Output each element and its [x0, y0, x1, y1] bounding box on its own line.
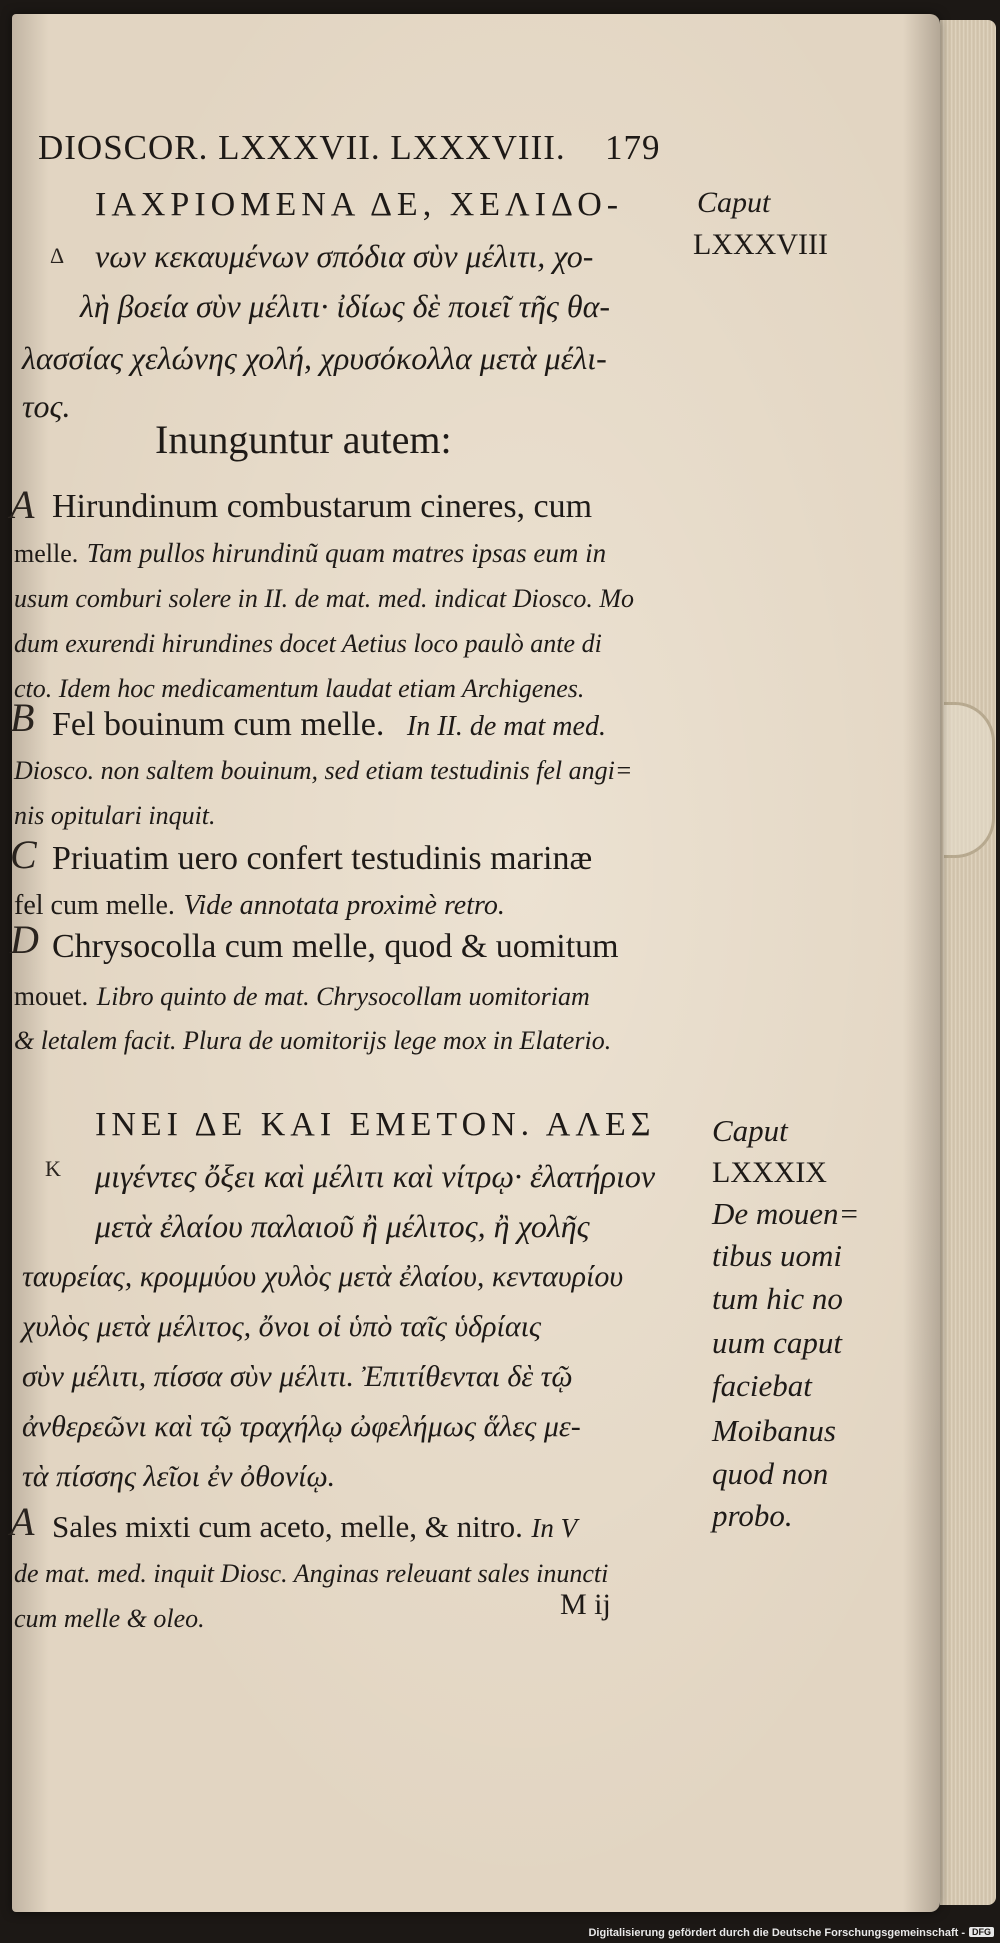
text-line: usum comburi solere in II. de mat. med. indicat Diosco. Mo: [14, 584, 635, 613]
chapter-89-greek-line: ταυρείας, κρομμύου χυλὸς μετὰ ἐλαίου, κενταυρίου: [22, 1260, 624, 1293]
text-line: Diosco. non saltem bouinum, sed etiam testudinis fel angi=: [14, 756, 633, 785]
chapter-88-label-caput: Caput: [697, 186, 771, 219]
text-line: Hirundinum combustarum cineres, cum: [52, 488, 593, 525]
text-line: Chrysocolla cum melle, quod & uomitum: [52, 928, 619, 965]
digitization-credit: Digitalisierung gefördert durch die Deutsche Forschungsgemeinschaft - DFG: [588, 1927, 994, 1939]
chapter-89-greek-line: μιγέντες ὄξει καὶ μέλιτι καὶ νίτρῳ· ἐλατήριον: [95, 1158, 656, 1194]
section-letter-k: K: [45, 1156, 61, 1181]
margin-note-line: faciebat: [712, 1368, 812, 1403]
chapter-89-greek-title: ΙΝΕΙ ΔΕ ΚΑΙ ΕΜΕΤΟΝ. ΑΛΕΣ: [95, 1106, 656, 1143]
chapter-89-greek-line: τὰ πίσσης λεῖοι ἐν ὀθονίῳ.: [22, 1460, 336, 1493]
text-line: Sales mixti cum aceto, melle, & nitro. In V: [52, 1509, 578, 1544]
running-head: DIOSCOR. LXXXVII. LXXXVIII.: [38, 128, 566, 167]
text-line: de mat. med. inquit Diosc. Anginas releuant sales inuncti: [14, 1559, 609, 1588]
text-line: nis opitulari inquit.: [14, 801, 216, 830]
chapter-88-greek-line: νων κεκαυμένων σπόδια σὺν μέλιτι, χο-: [95, 238, 594, 274]
chapter-89-greek-line: χυλὸς μετὰ μέλιτος, ὄνοι οἱ ὑπὸ ταῖς ὑδρίαις: [22, 1310, 542, 1343]
text-line: Fel bouinum cum melle. In II. de mat med.: [52, 706, 606, 743]
text-line: Priuatim uero confert testudinis marinæ: [52, 840, 593, 877]
section-letter-delta: Δ: [50, 243, 65, 268]
chapter-88-label-number: LXXXVIII: [693, 228, 828, 261]
margin-note-line: tibus uomi: [712, 1238, 843, 1273]
margin-note-line: Moibanus: [712, 1413, 836, 1448]
paragraph-mark-d: D: [10, 917, 39, 962]
text-line: dum exurendi hirundines docet Aetius loco paulò ante di: [14, 629, 602, 658]
page-number: 179: [605, 128, 661, 167]
chapter-89-greek-line: σὺν μέλιτι, πίσσα σὺν μέλιτι. Ἐπιτίθενται δὲ τῷ: [22, 1360, 573, 1393]
text-line: cum melle & oleo.: [14, 1604, 205, 1633]
margin-note-line: probo.: [712, 1498, 793, 1533]
section-heading: Inunguntur autem:: [155, 417, 452, 462]
paragraph-mark-a: A: [10, 1499, 35, 1544]
text-line: fel cum melle. Vide annotata proximè retro.: [14, 890, 505, 921]
chapter-89-label-number: LXXXIX: [712, 1156, 827, 1189]
chapter-89-label-caput: Caput: [712, 1113, 788, 1148]
paragraph-mark-c: C: [10, 832, 37, 877]
text-line: mouet. Libro quinto de mat. Chrysocollam uomitoriam: [14, 981, 590, 1011]
text-line: melle. Tam pullos hirundinũ quam matres ipsas eum in: [14, 538, 607, 568]
margin-note-line: quod non: [712, 1456, 829, 1491]
book-clasp: [944, 702, 995, 858]
text-line: cto. Idem hoc medicamentum laudat etiam Archigenes.: [14, 674, 585, 703]
paragraph-mark-a: A: [10, 482, 35, 527]
chapter-88-greek-title: ΙΑΧΡΙΟΜΕΝΑ ΔΕ, ΧΕΛΙΔΟ-: [95, 186, 624, 223]
book-fore-edge: [940, 20, 996, 1905]
margin-note-line: uum caput: [712, 1325, 843, 1360]
dfg-logo-icon: DFG: [969, 1927, 994, 1937]
paragraph-mark-b: B: [10, 695, 35, 740]
margin-note-line: De mouen=: [712, 1196, 860, 1231]
signature-mark: M ij: [560, 1588, 611, 1621]
chapter-88-greek-line: λασσίας χελώνης χολή, χρυσόκολλα μετὰ μέλι-: [22, 340, 607, 376]
chapter-89-greek-line: ἀνθερεῶνι καὶ τῷ τραχήλῳ ὠφελήμως ἅλες με-: [22, 1410, 581, 1443]
chapter-89-greek-line: μετὰ ἐλαίου παλαιοῦ ἢ μέλιτος, ἢ χολῆς: [95, 1208, 590, 1244]
chapter-88-greek-line: λὴ βοεία σὺν μέλιτι· ἰδίως δὲ ποιεῖ τῆς θα-: [80, 288, 611, 324]
text-line: & letalem facit. Plura de uomitorijs lege mox in Elaterio.: [14, 1026, 612, 1055]
chapter-88-greek-line: τος.: [22, 388, 71, 424]
margin-note-line: tum hic no: [712, 1281, 843, 1316]
